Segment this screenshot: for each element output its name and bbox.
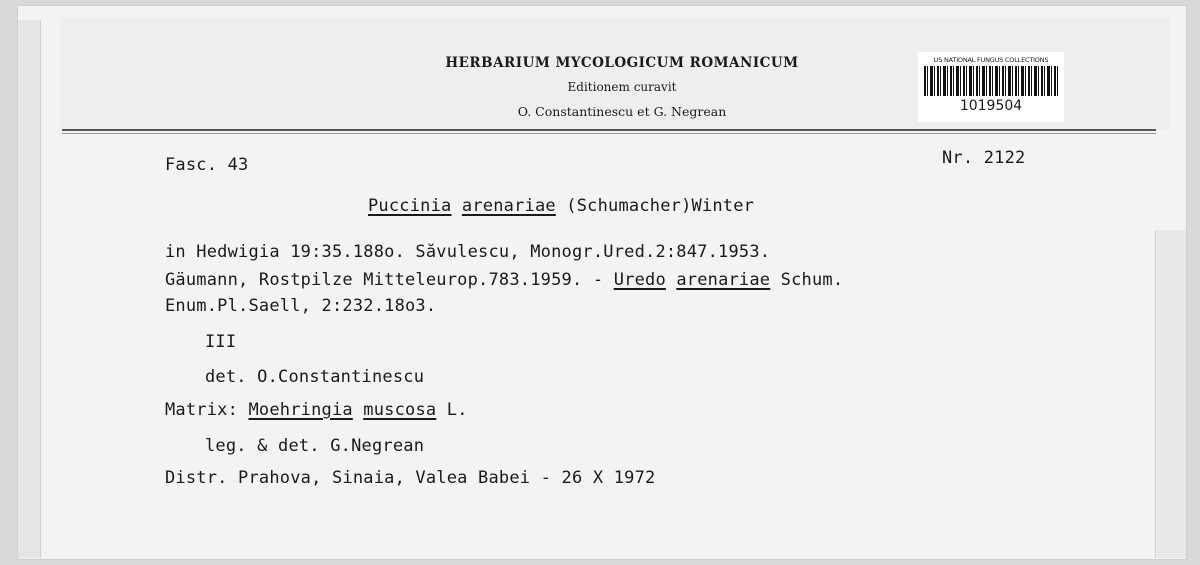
herbarium-editors: O. Constantinescu et G. Negrean <box>517 104 727 119</box>
reference-line-3: Enum.Pl.Saell, 2:232.18o3. <box>165 296 437 316</box>
sheet-edge-left <box>18 20 41 558</box>
species-authority: (Schumacher)Winter <box>566 196 755 216</box>
barcode-institution: US NATIONAL FUNGUS COLLECTIONS <box>933 56 1049 64</box>
spore-stage: III <box>205 332 237 352</box>
matrix-label: Matrix: <box>165 400 249 420</box>
species-genus: Puccinia <box>368 196 452 216</box>
specimen-number: Nr. 2122 <box>942 148 1026 168</box>
sheet-edge-right <box>1155 230 1186 558</box>
synonym-epithet: arenariae <box>676 270 771 290</box>
herbarium-subtitle: Editionem curavit <box>567 80 677 94</box>
herbarium-title: HERBARIUM MYCOLOGICUM ROMANICUM <box>445 55 799 71</box>
host-genus: Moehringia <box>248 400 353 420</box>
host-matrix <box>165 400 468 420</box>
reference-line-2 <box>165 270 843 290</box>
reference-text: Gäumann, Rostpilze Mitteleurop.783.1959. - <box>165 270 614 290</box>
determiner: det. O.Constantinescu <box>205 367 425 387</box>
barcode-icon <box>924 66 1058 96</box>
synonym-genus: Uredo <box>613 270 666 290</box>
host-epithet: muscosa <box>363 400 437 420</box>
synonym-author: Schum. <box>770 270 844 290</box>
header-divider <box>62 129 1156 131</box>
species-name <box>368 196 754 216</box>
reference-line-1: in Hedwigia 19:35.188o. Săvulescu, Monogr.Ured.2:847.1953. <box>165 242 771 262</box>
header-divider-thin <box>62 133 1156 134</box>
species-epithet: arenariae <box>461 196 556 216</box>
barcode-label <box>918 52 1064 122</box>
barcode-number: 1019504 <box>959 98 1023 114</box>
host-author: L. <box>436 400 468 420</box>
collector: leg. & det. G.Negrean <box>205 436 425 456</box>
fascicle-number: Fasc. 43 <box>165 155 249 175</box>
locality-date: Distr. Prahova, Sinaia, Valea Babei - 26 X 1972 <box>165 468 656 488</box>
